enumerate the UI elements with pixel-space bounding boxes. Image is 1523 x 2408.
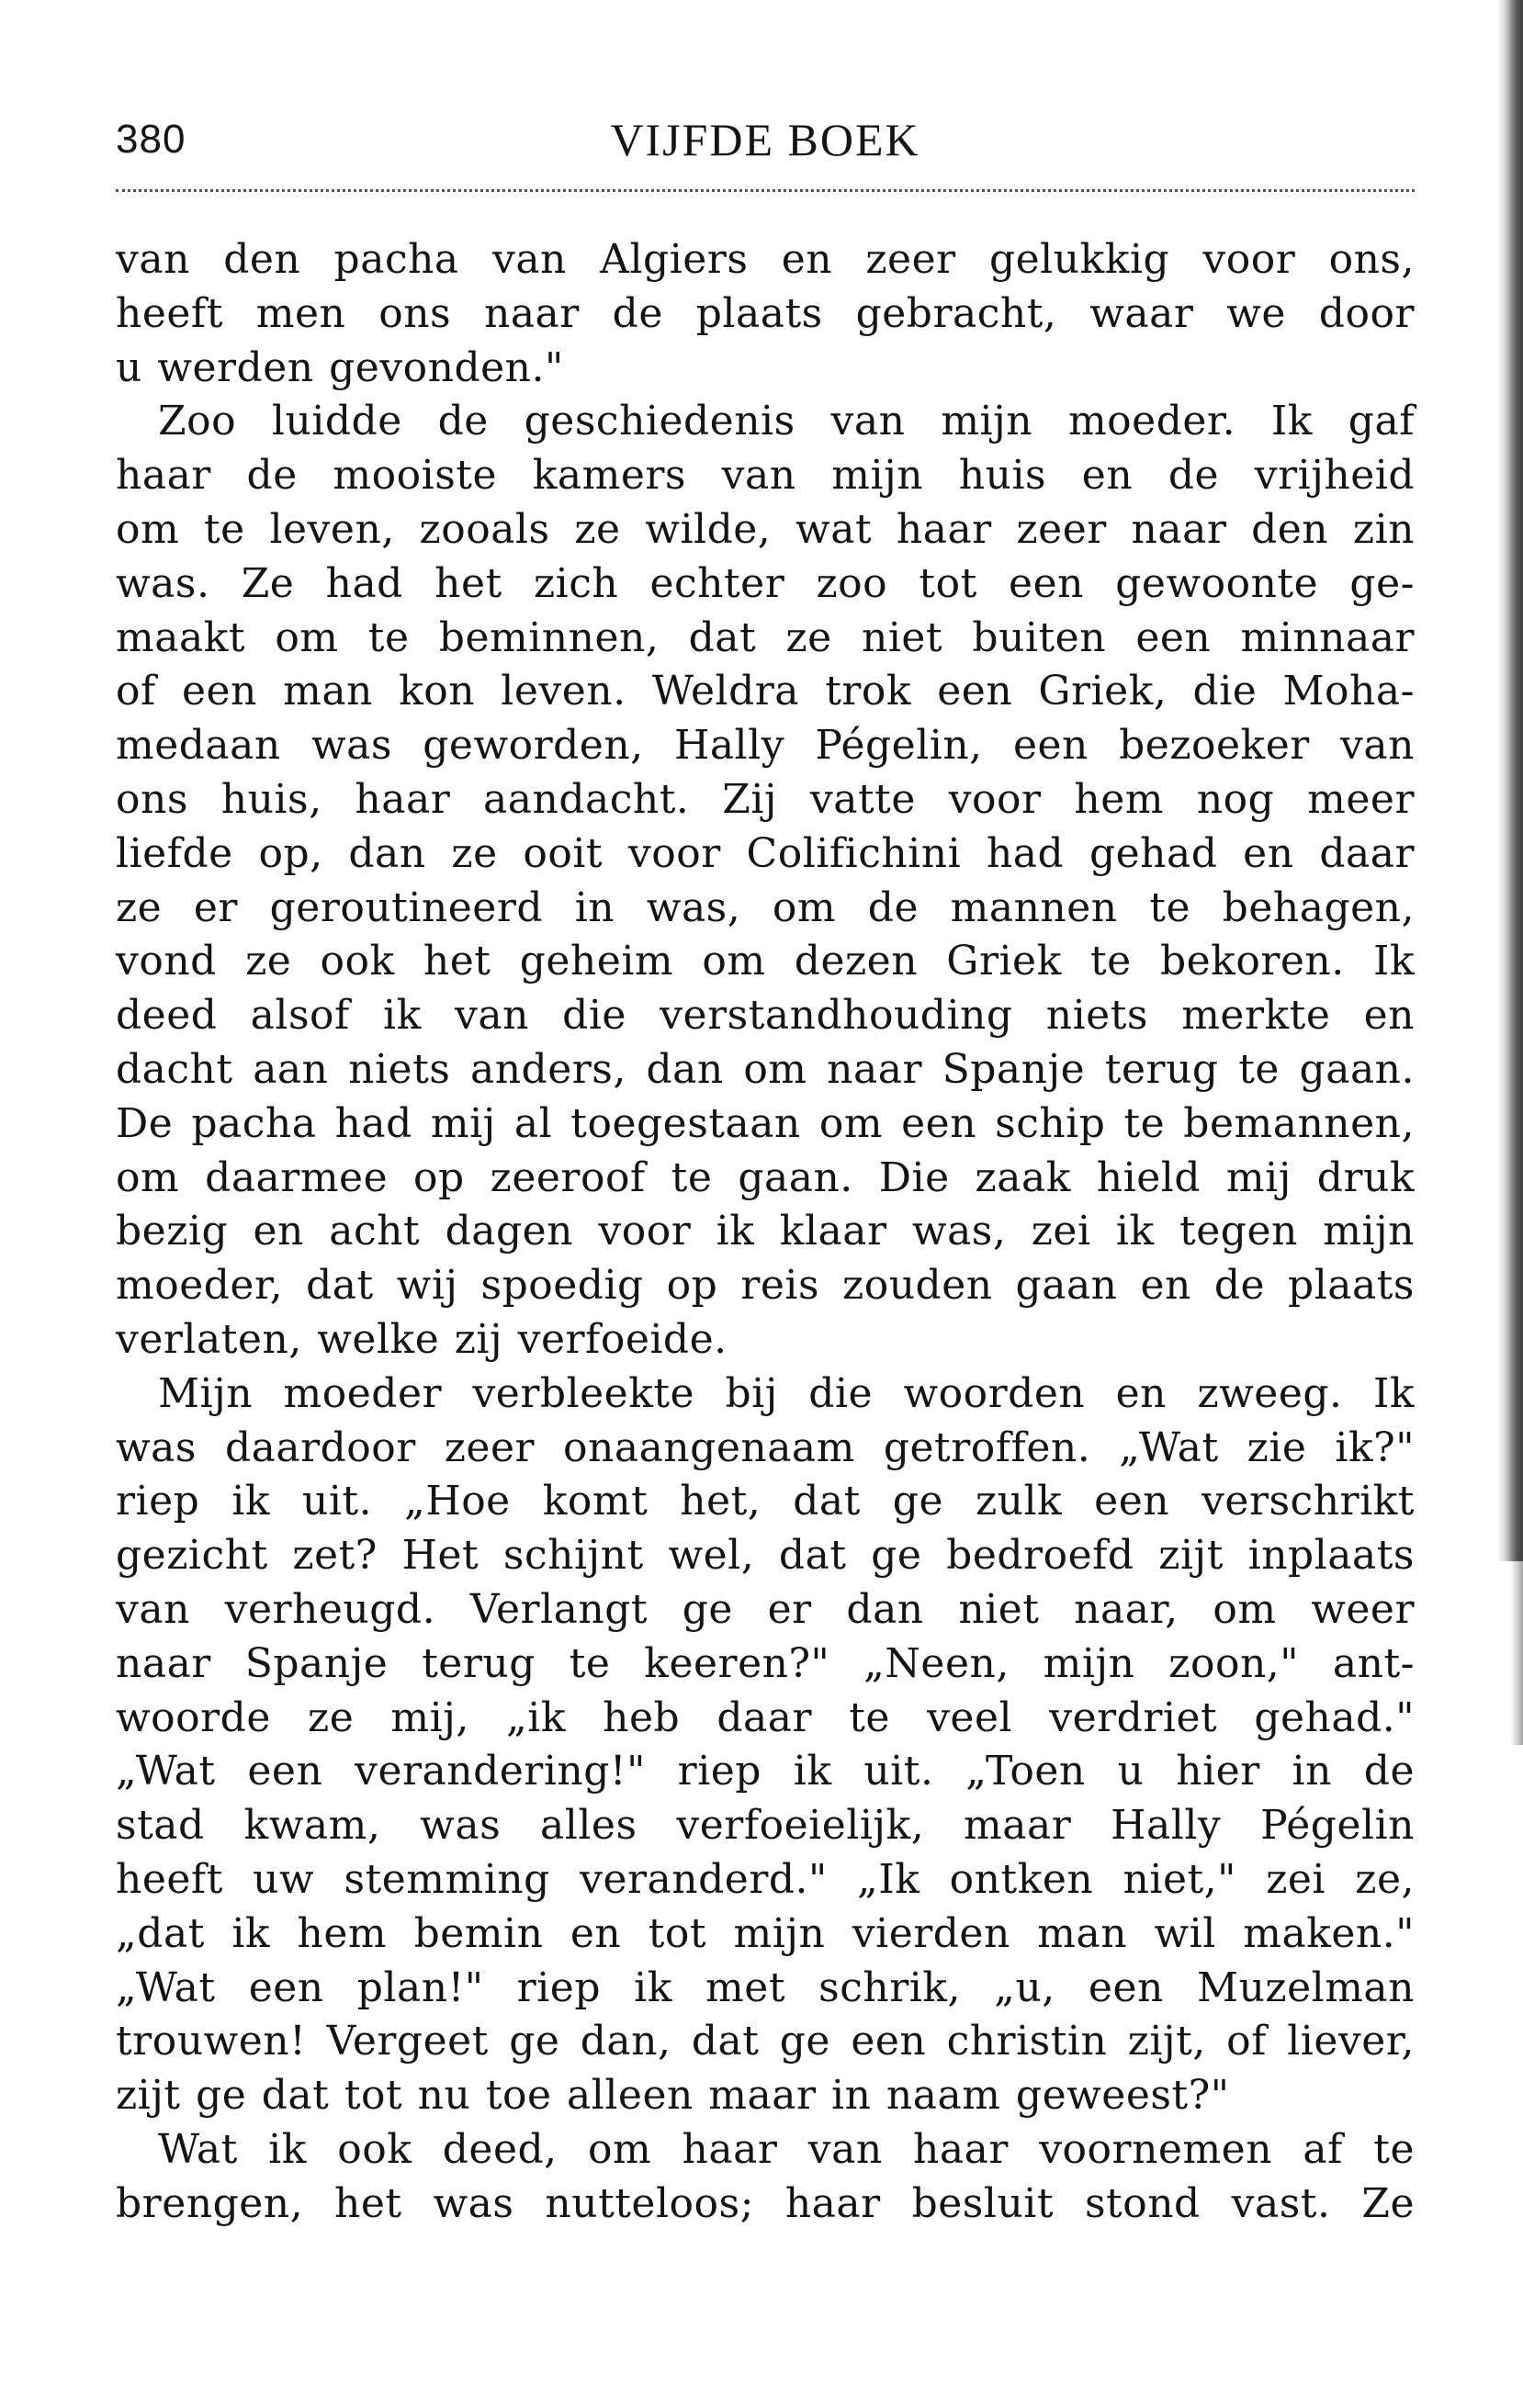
text-line: gezicht zet? Het schijnt wel, dat ge bedroefd zijt inplaats: [116, 1532, 1415, 1580]
text-line: woorde ze mij, „ik heb daar te veel verdriet gehad.": [116, 1693, 1415, 1741]
header-rule: [116, 189, 1415, 192]
text-line: van den pacha van Algiers en zeer gelukkig voor ons,: [116, 236, 1415, 283]
text-line: „dat ik hem bemin en tot mijn vierden man wil maken.": [116, 1909, 1415, 1957]
text-line: verlaten, welke zij verfoeide.: [116, 1315, 728, 1363]
text-line: of een man kon leven. Weldra trok een Griek, die Moha-: [116, 668, 1415, 715]
body-text: [116, 233, 1415, 2231]
text-line: Zoo luidde de geschiedenis van mijn moeder. Ik gaf: [158, 398, 1415, 445]
text-line: heeft men ons naar de plaats gebracht, waar we door: [116, 289, 1415, 337]
page-header: [116, 112, 1415, 167]
text-line: heeft uw stemming veranderd." „Ik ontken niet," zei ze,: [116, 1855, 1415, 1903]
text-line: „Wat een verandering!" riep ik uit. „Toen u hier in de: [116, 1748, 1415, 1795]
text-line: trouwen! Vergeet ge dan, dat ge een christin zijt, of liever,: [116, 2018, 1415, 2065]
text-line: riep ik uit. „Hoe komt het, dat ge zulk een verschrikt: [116, 1478, 1415, 1525]
scan-edge-shadow-lower: [1510, 1561, 1523, 1745]
text-line: zijt ge dat tot nu toe alleen maar in naam geweest?": [116, 2072, 1230, 2120]
text-line: dacht aan niets anders, dan om naar Spanje terug te gaan.: [116, 1045, 1415, 1093]
text-line: haar de mooiste kamers van mijn huis en de vrijheid: [116, 452, 1415, 500]
text-line: medaan was geworden, Hally Pégelin, een bezoeker van: [116, 722, 1415, 770]
text-line: maakt om te beminnen, dat ze niet buiten een minnaar: [116, 613, 1415, 661]
text-line: Wat ik ook deed, om haar van haar voornemen af te: [158, 2125, 1415, 2173]
scan-edge-shadow: [1497, 0, 1523, 1561]
text-line: naar Spanje terug te keeren?" „Neen, mijn zoon," ant-: [116, 1639, 1415, 1687]
text-line: u werden gevonden.": [116, 343, 564, 391]
text-line: deed alsof ik van die verstandhouding niets merkte en: [116, 992, 1415, 1040]
text-line: brengen, het was nutteloos; haar besluit stond vast. Ze: [116, 2179, 1415, 2227]
text-line: Mijn moeder verbleekte bij die woorden en zweeg. Ik: [158, 1369, 1415, 1417]
text-line: om daarmee op zeeroof te gaan. Die zaak hield mij druk: [116, 1153, 1415, 1201]
page-number: 380: [116, 117, 186, 162]
text-line: vond ze ook het geheim om dezen Griek te bekoren. Ik: [116, 938, 1415, 985]
text-line: om te leven, zooals ze wilde, wat haar zeer naar den zin: [116, 505, 1415, 553]
text-line: was. Ze had het zich echter zoo tot een gewoonte ge-: [116, 559, 1415, 607]
running-title: VIJFDE BOEK: [610, 114, 920, 165]
text-line: De pacha had mij al toegestaan om een schip te bemannen,: [116, 1099, 1415, 1147]
text-line: ons huis, haar aandacht. Zij vatte voor hem nog meer: [116, 775, 1415, 823]
text-line: bezig en acht dagen voor ik klaar was, zei ik tegen mijn: [116, 1208, 1415, 1255]
text-line: stad kwam, was alles verfoeielijk, maar Hally Pégelin: [116, 1802, 1415, 1850]
text-line: „Wat een plan!" riep ik met schrik, „u, een Muzelman: [116, 1964, 1415, 2011]
text-line: van verheugd. Verlangt ge er dan niet naar, om weer: [116, 1585, 1415, 1633]
text-line: ze er geroutineerd in was, om de mannen te behagen,: [116, 883, 1415, 931]
text-line: was daardoor zeer onaangenaam getroffen. „Wat zie ik?": [116, 1423, 1415, 1471]
text-line: moeder, dat wij spoedig op reis zouden gaan en de plaats: [116, 1262, 1415, 1310]
text-line: liefde op, dan ze ooit voor Colifichini had gehad en daar: [116, 829, 1415, 877]
